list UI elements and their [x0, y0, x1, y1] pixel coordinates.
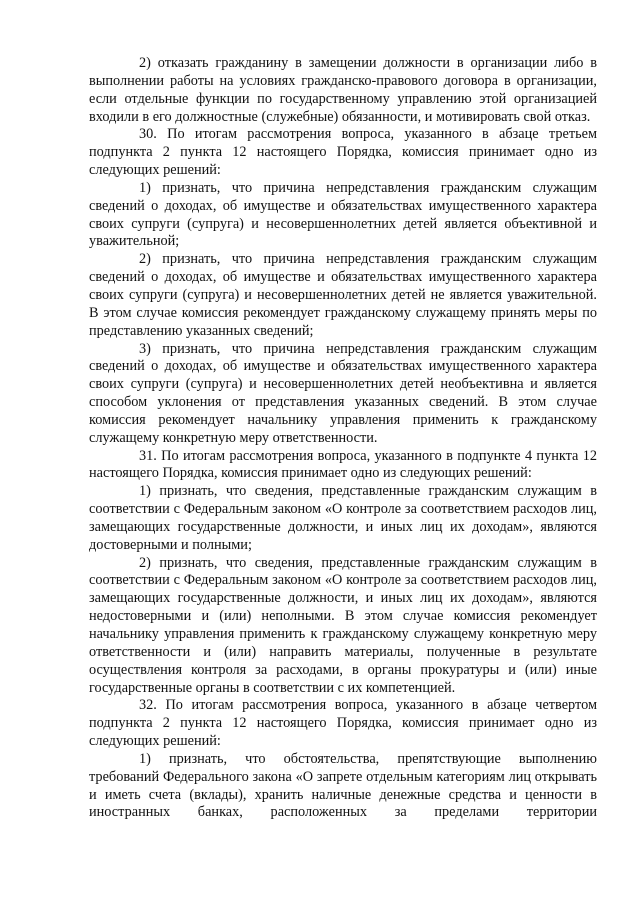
paragraph-30-intro: 30. По итогам рассмотрения вопроса, указанного в абзаце третьем подпункта 2 пункта 12 настоящего Порядка, комиссия принимает одно из следующих решений: — [89, 126, 597, 179]
paragraph-29-item-2: 2) отказать гражданину в замещении должности в организации либо в выполнении работы на условиях гражданско-правового договора в организации, если отдельные функции по государственному управлению этой организацией входили в его должностные (служебные) обязанности, и мотивировать свой отказ. — [89, 55, 597, 125]
paragraph-30-item-2: 2) признать, что причина непредставления гражданским служащим сведений о доходах, об имуществе и обязательствах имущественного характера своих супруги (супруга) и несовершеннолетних детей не является уважительной. В этом случае комиссия рекомендует гражданскому служащему принять меры по представлению указанных сведений; — [89, 251, 597, 339]
paragraph-32-item-1: 1) признать, что обстоятельства, препятствующие выполнению требований Федерального закона «О запрете отдельным категориям лиц открывать и иметь счета (вклады), хранить наличные денежные средства и ценности в иностранных банках, расположенных за пределами территории — [89, 750, 597, 821]
paragraph-31-intro: 31. По итогам рассмотрения вопроса, указанного в подпункте 4 пункта 12 настоящего Порядка, комиссия принимает одно из следующих решений: — [89, 447, 597, 482]
paragraph-31-item-2: 2) признать, что сведения, представленные гражданским служащим в соответствии с Федеральным законом «О контроле за соответствием расходов лиц, замещающих государственные должности, и иных лиц их доходам», являются недостоверными и (или) неполными. В этом случае комиссия рекомендует начальнику управления применить к гражданскому служащему конкретную меру ответственности и (или) направить материалы, полученные в результате осуществления контроля за расходами, в органы прокуратуры и (или) иные государственные органы в соответствии с их компетенцией. — [89, 554, 597, 696]
document-page — [89, 55, 597, 822]
paragraph-30-item-1: 1) признать, что причина непредставления гражданским служащим сведений о доходах, об имуществе и обязательствах имущественного характера своих супруги (супруга) и несовершеннолетних детей является объективной и уважительной; — [89, 179, 597, 250]
paragraph-30-item-3: 3) признать, что причина непредставления гражданским служащим сведений о доходах, об имуществе и обязательствах имущественного характера своих супруги (супруга) и несовершеннолетних детей необъективна и является способом уклонения от представления указанных сведений. В этом случае комиссия рекомендует начальнику управления применить к гражданскому служащему конкретную меру ответственности. — [89, 340, 597, 446]
paragraph-31-item-1: 1) признать, что сведения, представленные гражданским служащим в соответствии с Федеральным законом «О контроле за соответствием расходов лиц, замещающих государственные должности, и иных лиц их доходам», являются достоверными и полными; — [89, 483, 597, 553]
paragraph-32-intro: 32. По итогам рассмотрения вопроса, указанного в абзаце четвертом подпункта 2 пункта 12 настоящего Порядка, комиссия принимает одно из следующих решений: — [89, 697, 597, 750]
